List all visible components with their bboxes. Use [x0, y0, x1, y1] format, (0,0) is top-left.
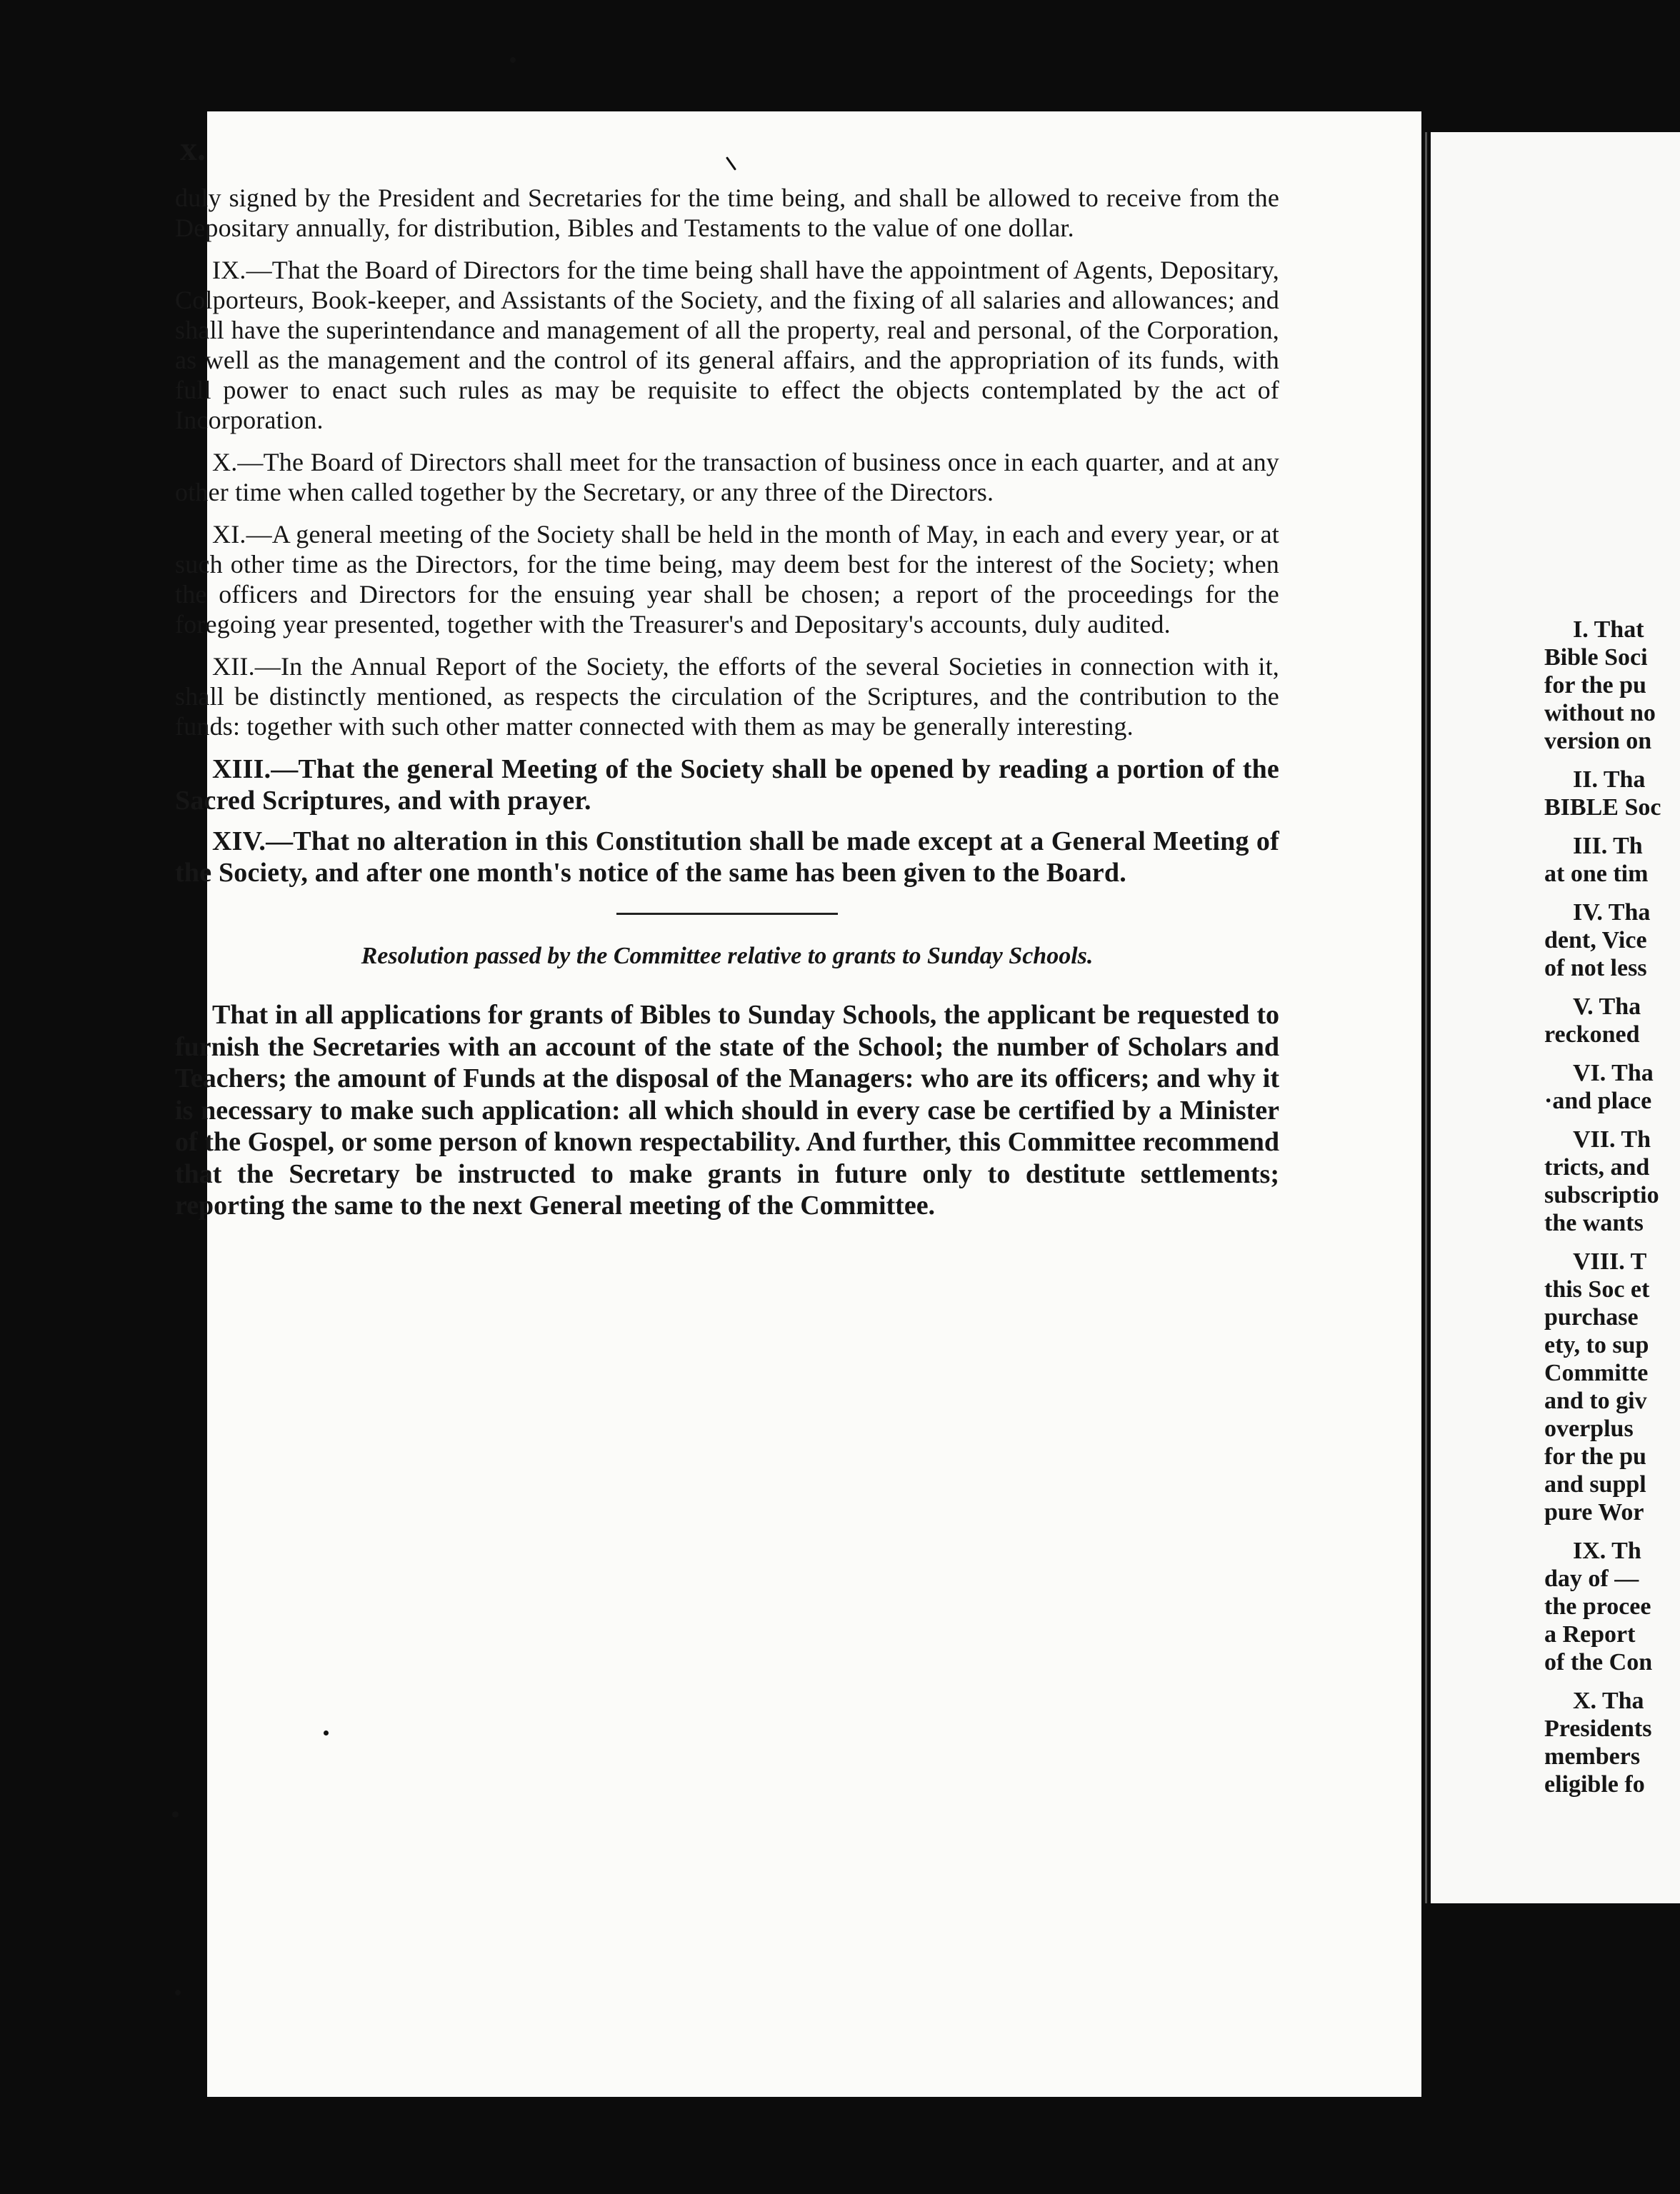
article-x: X.—The Board of Directors shall meet for the transaction of business once in each quarter, and at any other time when called together by the Secretary, or any three of the Directors.: [175, 448, 1279, 506]
page-gutter: [1425, 132, 1427, 1903]
left-page-text: [175, 183, 1279, 1222]
right-page-paragraph: [1544, 1059, 1680, 1115]
right-page-paragraph: [1544, 616, 1680, 755]
right-page-line: day of —: [1544, 1566, 1639, 1592]
right-page-line: I. That: [1573, 616, 1644, 643]
right-page-line: VIII. T: [1573, 1248, 1647, 1275]
scan-speck: [172, 1811, 179, 1818]
scan-speck: [175, 1990, 181, 1995]
right-page-paragraph: [1544, 1248, 1680, 1526]
right-page-line: and suppl: [1544, 1471, 1646, 1498]
right-page-line: reckoned: [1544, 1021, 1640, 1048]
right-page-line: purchase: [1544, 1304, 1639, 1331]
right-page-line: and to giv: [1544, 1388, 1647, 1414]
right-page-paragraph: [1544, 832, 1680, 888]
right-page-line: members: [1544, 1743, 1641, 1770]
right-page-line: without no: [1544, 700, 1656, 726]
article-xii: XII.—In the Annual Report of the Society, the efforts of the several Societies in connection with it, shall be distinctly mentioned, as respects the circulation of the Scriptures, and the contribution to the funds: together with such other matter connected with them as may be generally interesting.: [175, 652, 1279, 741]
article-xiv: XIV.—That no alteration in this Constitution shall be made except at a General Meeting of the Society, and after one month's notice of the same has been given to the Board.: [175, 826, 1279, 888]
right-page-line: tricts, and: [1544, 1154, 1650, 1181]
right-page-line: II. Tha: [1573, 766, 1646, 793]
right-page-line: of not less: [1544, 955, 1647, 981]
right-page-line: a Report: [1544, 1621, 1636, 1648]
right-page-line: eligible fo: [1544, 1771, 1645, 1798]
right-page-line: the wants: [1544, 1210, 1644, 1236]
article-xi: XI.—A general meeting of the Society shall be held in the month of May, in each and every year, or at such other time as the Directors, for the time being, may deem best for the interest of the Society; when the officers and Directors for the ensuing year shall be chosen; a report of the proceedings for the foregoing year presented, together with the Treasurer's and Depositary's accounts, duly audited.: [175, 520, 1279, 638]
right-page-line: this Soc et: [1544, 1276, 1650, 1303]
right-page-line: Committe: [1544, 1360, 1649, 1386]
right-page-line: of the Con: [1544, 1649, 1653, 1675]
page-number: x.: [180, 130, 206, 168]
right-page-line: BIBLE Soc: [1544, 794, 1661, 821]
scan-speck: [510, 57, 516, 63]
right-page-line: subscriptio: [1544, 1182, 1659, 1208]
right-page-line: overplus: [1544, 1416, 1634, 1442]
right-page-paragraph: [1544, 993, 1680, 1048]
right-page-line: for the pu: [1544, 1443, 1646, 1470]
right-page-line: at one tim: [1544, 861, 1649, 887]
right-page-line: pure Wor: [1544, 1499, 1644, 1526]
right-page-line: V. Tha: [1573, 993, 1641, 1020]
right-page-line: III. Th: [1573, 833, 1643, 859]
scan-speck: [324, 1730, 329, 1735]
right-page-line: ·and place: [1544, 1088, 1652, 1114]
right-page-line: ety, to sup: [1544, 1332, 1649, 1358]
right-page-paragraph: [1544, 1537, 1680, 1676]
right-page-paragraph: [1544, 1126, 1680, 1237]
right-page-line: VII. Th: [1573, 1126, 1651, 1153]
continuation-paragraph: duly signed by the President and Secretaries for the time being, and shall be allowed to receive from the Depositary annually, for distribution, Bibles and Testaments to the value of one dollar.: [175, 184, 1279, 242]
right-page-line: the procee: [1544, 1593, 1651, 1620]
right-page-paragraph: [1544, 1687, 1680, 1798]
right-page-paragraph: [1544, 898, 1680, 982]
right-page-line: X. Tha: [1573, 1688, 1644, 1714]
resolution-heading: Resolution passed by the Committee relative to grants to Sunday Schools.: [361, 943, 1094, 969]
section-divider: [616, 913, 838, 915]
right-page-line: VI. Tha: [1573, 1060, 1654, 1086]
right-page-line: for the pu: [1544, 672, 1646, 698]
right-page-line: dent, Vice: [1544, 927, 1647, 953]
right-page-line: Presidents: [1544, 1715, 1652, 1742]
right-page-text: [1544, 616, 1680, 1809]
article-xiii: XIII.—That the general Meeting of the Society shall be opened by reading a portion of the Sacred Scriptures, and with prayer.: [175, 754, 1279, 816]
article-ix: IX.—That the Board of Directors for the time being shall have the appointment of Agents, Depositary, Colporteurs, Book-keeper, and Assistants of the Society, and the fixing of all salaries and allowances; and shall have the superintendance and management of all the property, real and personal, of the Corporation, as well as the management and the control of its general affairs, and the appropriation of its funds, with full power to enact such rules as may be requisite to effect the objects contemplated by the act of Incorporation.: [175, 256, 1279, 434]
right-page-line: IV. Tha: [1573, 899, 1651, 926]
right-page-line: IX. Th: [1573, 1538, 1641, 1564]
right-page-line: Bible Soci: [1544, 644, 1648, 671]
right-page-paragraph: [1544, 766, 1680, 821]
resolution-text: That in all applications for grants of Bibles to Sunday Schools, the applicant be requested to furnish the Secretaries with an account of the state of the School; the number of Scholars and Teachers; the amount of Funds at the disposal of the Managers: who are its officers; and why it is necessary to make such application: all which should in every case be certified by a Minister of the Gospel, or some person of known respectability. And further, this Committee recommend that the Secretary be instructed to make grants in future only to destitute settlements; reporting the same to the next General meeting of the Committee.: [175, 1000, 1279, 1221]
right-page-line: version on: [1544, 728, 1652, 754]
